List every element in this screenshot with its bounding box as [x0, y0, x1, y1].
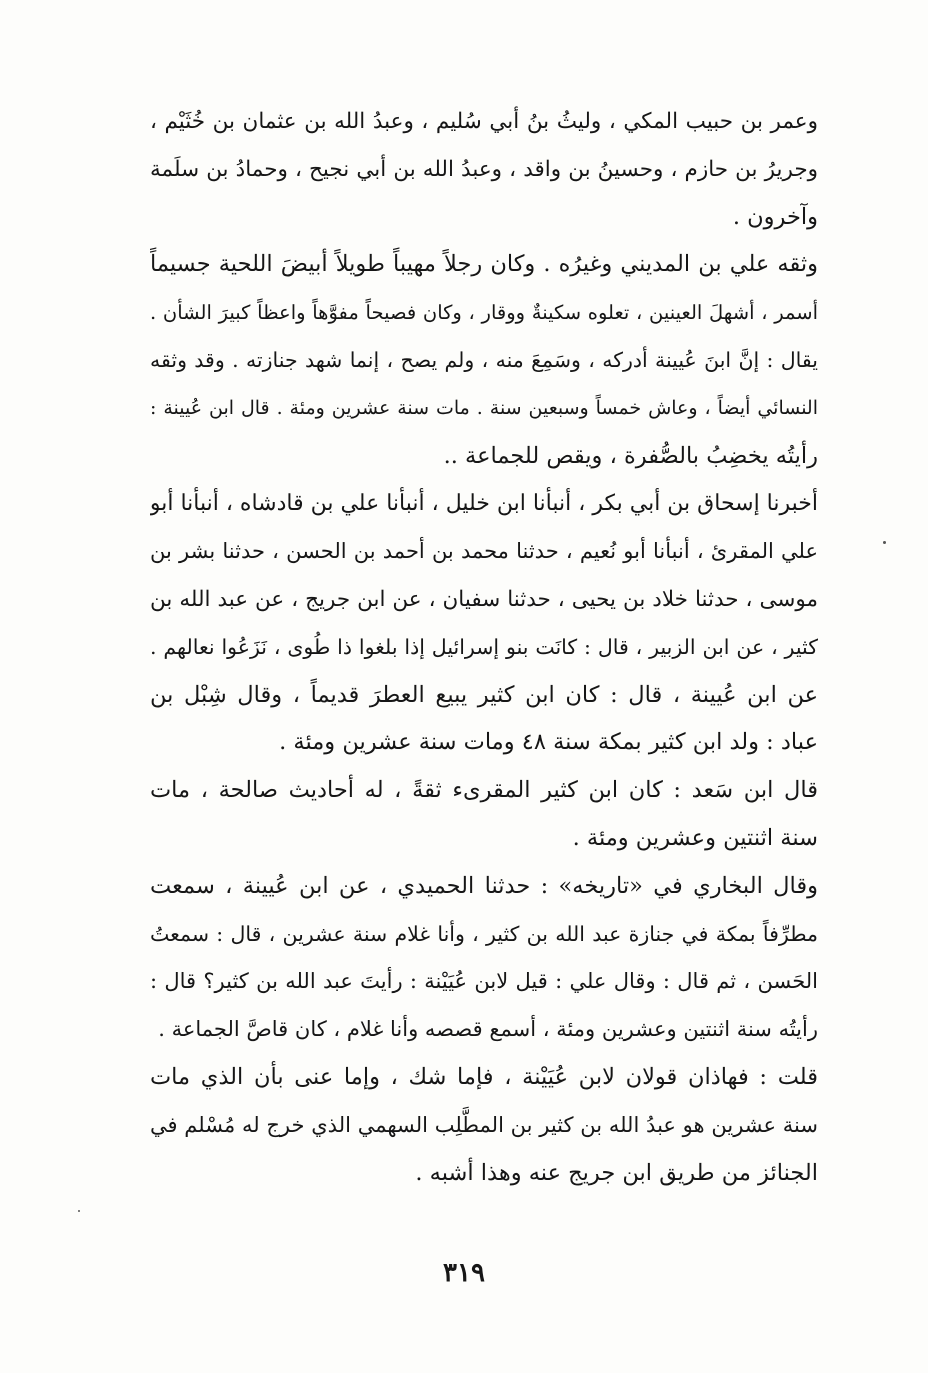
text-line: أخبرنا إسحاق بن أبي بكر ، أنبأنا ابن خليل ، أنبأنا علي بن قادشاه ، أنبأنا أبو: [150, 491, 818, 517]
text-line: وآخرون .: [732, 203, 818, 230]
text-line: كثير ، عن ابن الزبير ، قال : كانَت بنو إسرائيل إذا بلغوا ذا طُوى ، نَزَعُوا نعالهم .: [150, 634, 818, 659]
text-line: رأيتُه سنة اثنتين وعشرين ومئة ، أسمع قصصه وأنا غلام ، كان قاصَّ الجماعة .: [158, 1017, 818, 1042]
text-line: يقال : إنَّ ابنَ عُيينة أدركه ، وسَمِعَ منه ، ولم يصح ، إنما شهد جنازته . وقد وثقه: [150, 347, 818, 372]
text-line: النسائي أيضاً ، وعاش خمساً وسبعين سنة . مات سنة عشرين ومئة . قال ابن عُيينة :: [150, 396, 818, 419]
text-line: سنة اثنتين وعشرين ومئة .: [572, 824, 818, 851]
text-line: قلت : فهاذان قولان لابن عُيَيْنة ، فإما شك ، وإما عنى بأن الذي مات: [150, 1063, 818, 1090]
text-line: وجريرُ بن حازم ، وحسينُ بن واقد ، وعبدُ الله بن أبي نجيح ، وحمادُ بن سلَمة: [150, 156, 818, 182]
text-line: موسى ، حدثنا خلاد بن يحيى ، حدثنا سفيان ، عن ابن جريج ، عن عبد الله بن: [150, 586, 818, 612]
text-line: رأيتُه يخضِبُ بالصُّفرة ، ويقص للجماعة ..: [443, 442, 818, 469]
text-line: علي المقرئ ، أنبأنا أبو نُعيم ، حدثنا محمد بن أحمد بن الحسن ، حدثنا بشر بن: [150, 539, 818, 564]
scan-speck: [78, 1210, 80, 1212]
text-line: وقال البخاري في «تاريخه» : حدثنا الحميدي ، عن ابن عُيينة ، سمعت: [150, 872, 818, 899]
text-line: وثقه علي بن المديني وغيرُه . وكان رجلاً مهيباً طويلاً أبيضَ اللحية جسيماً: [150, 251, 818, 278]
page-body-text: [150, 98, 818, 1197]
text-line: قال ابن سَعد : كان ابن كثير المقرىء ثقةً ، له أحاديث صالحة ، مات: [150, 777, 818, 804]
text-line: وعمر بن حبيب المكي ، وليثُ بنُ أبي سُليم ، وعبدُ الله بن عثمان بن خُثَيْم ،: [150, 109, 818, 134]
text-line: الحَسن ، ثم قال : وقال علي : قيل لابن عُيَيْنة : رأيتَ عبد الله بن كثير؟ قال :: [150, 969, 818, 994]
scan-speck: [883, 541, 886, 544]
text-line: أسمر ، أشهلَ العينين ، تعلوه سكينةٌ ووقار ، وكان فصيحاً مفوَّهاً واعظاً كبيرَ الشأن .: [150, 301, 818, 325]
text-line: الجنائز من طريق ابن جريج عنه وهذا أشبه .: [415, 1159, 818, 1186]
text-line: عباد : ولد ابن كثير بمكة سنة ٤٨ ومات سنة عشرين ومئة .: [279, 729, 818, 756]
text-line: مطرِّفاً بمكة في جنازة عبد الله بن كثير ، وأنا غلام سنة عشرين ، قال : سمعتُ: [150, 921, 818, 946]
text-line: عن ابن عُيينة ، قال : كان ابن كثير يبيع العطرَ قديماً ، وقال شِبْل بن: [150, 681, 818, 708]
text-line: سنة عشرين هو عبدُ الله بن كثير بن المطَّلِب السهمي الذي خرج له مُسْلم في: [150, 1112, 818, 1137]
page-number: ٣١٩: [443, 1258, 485, 1288]
